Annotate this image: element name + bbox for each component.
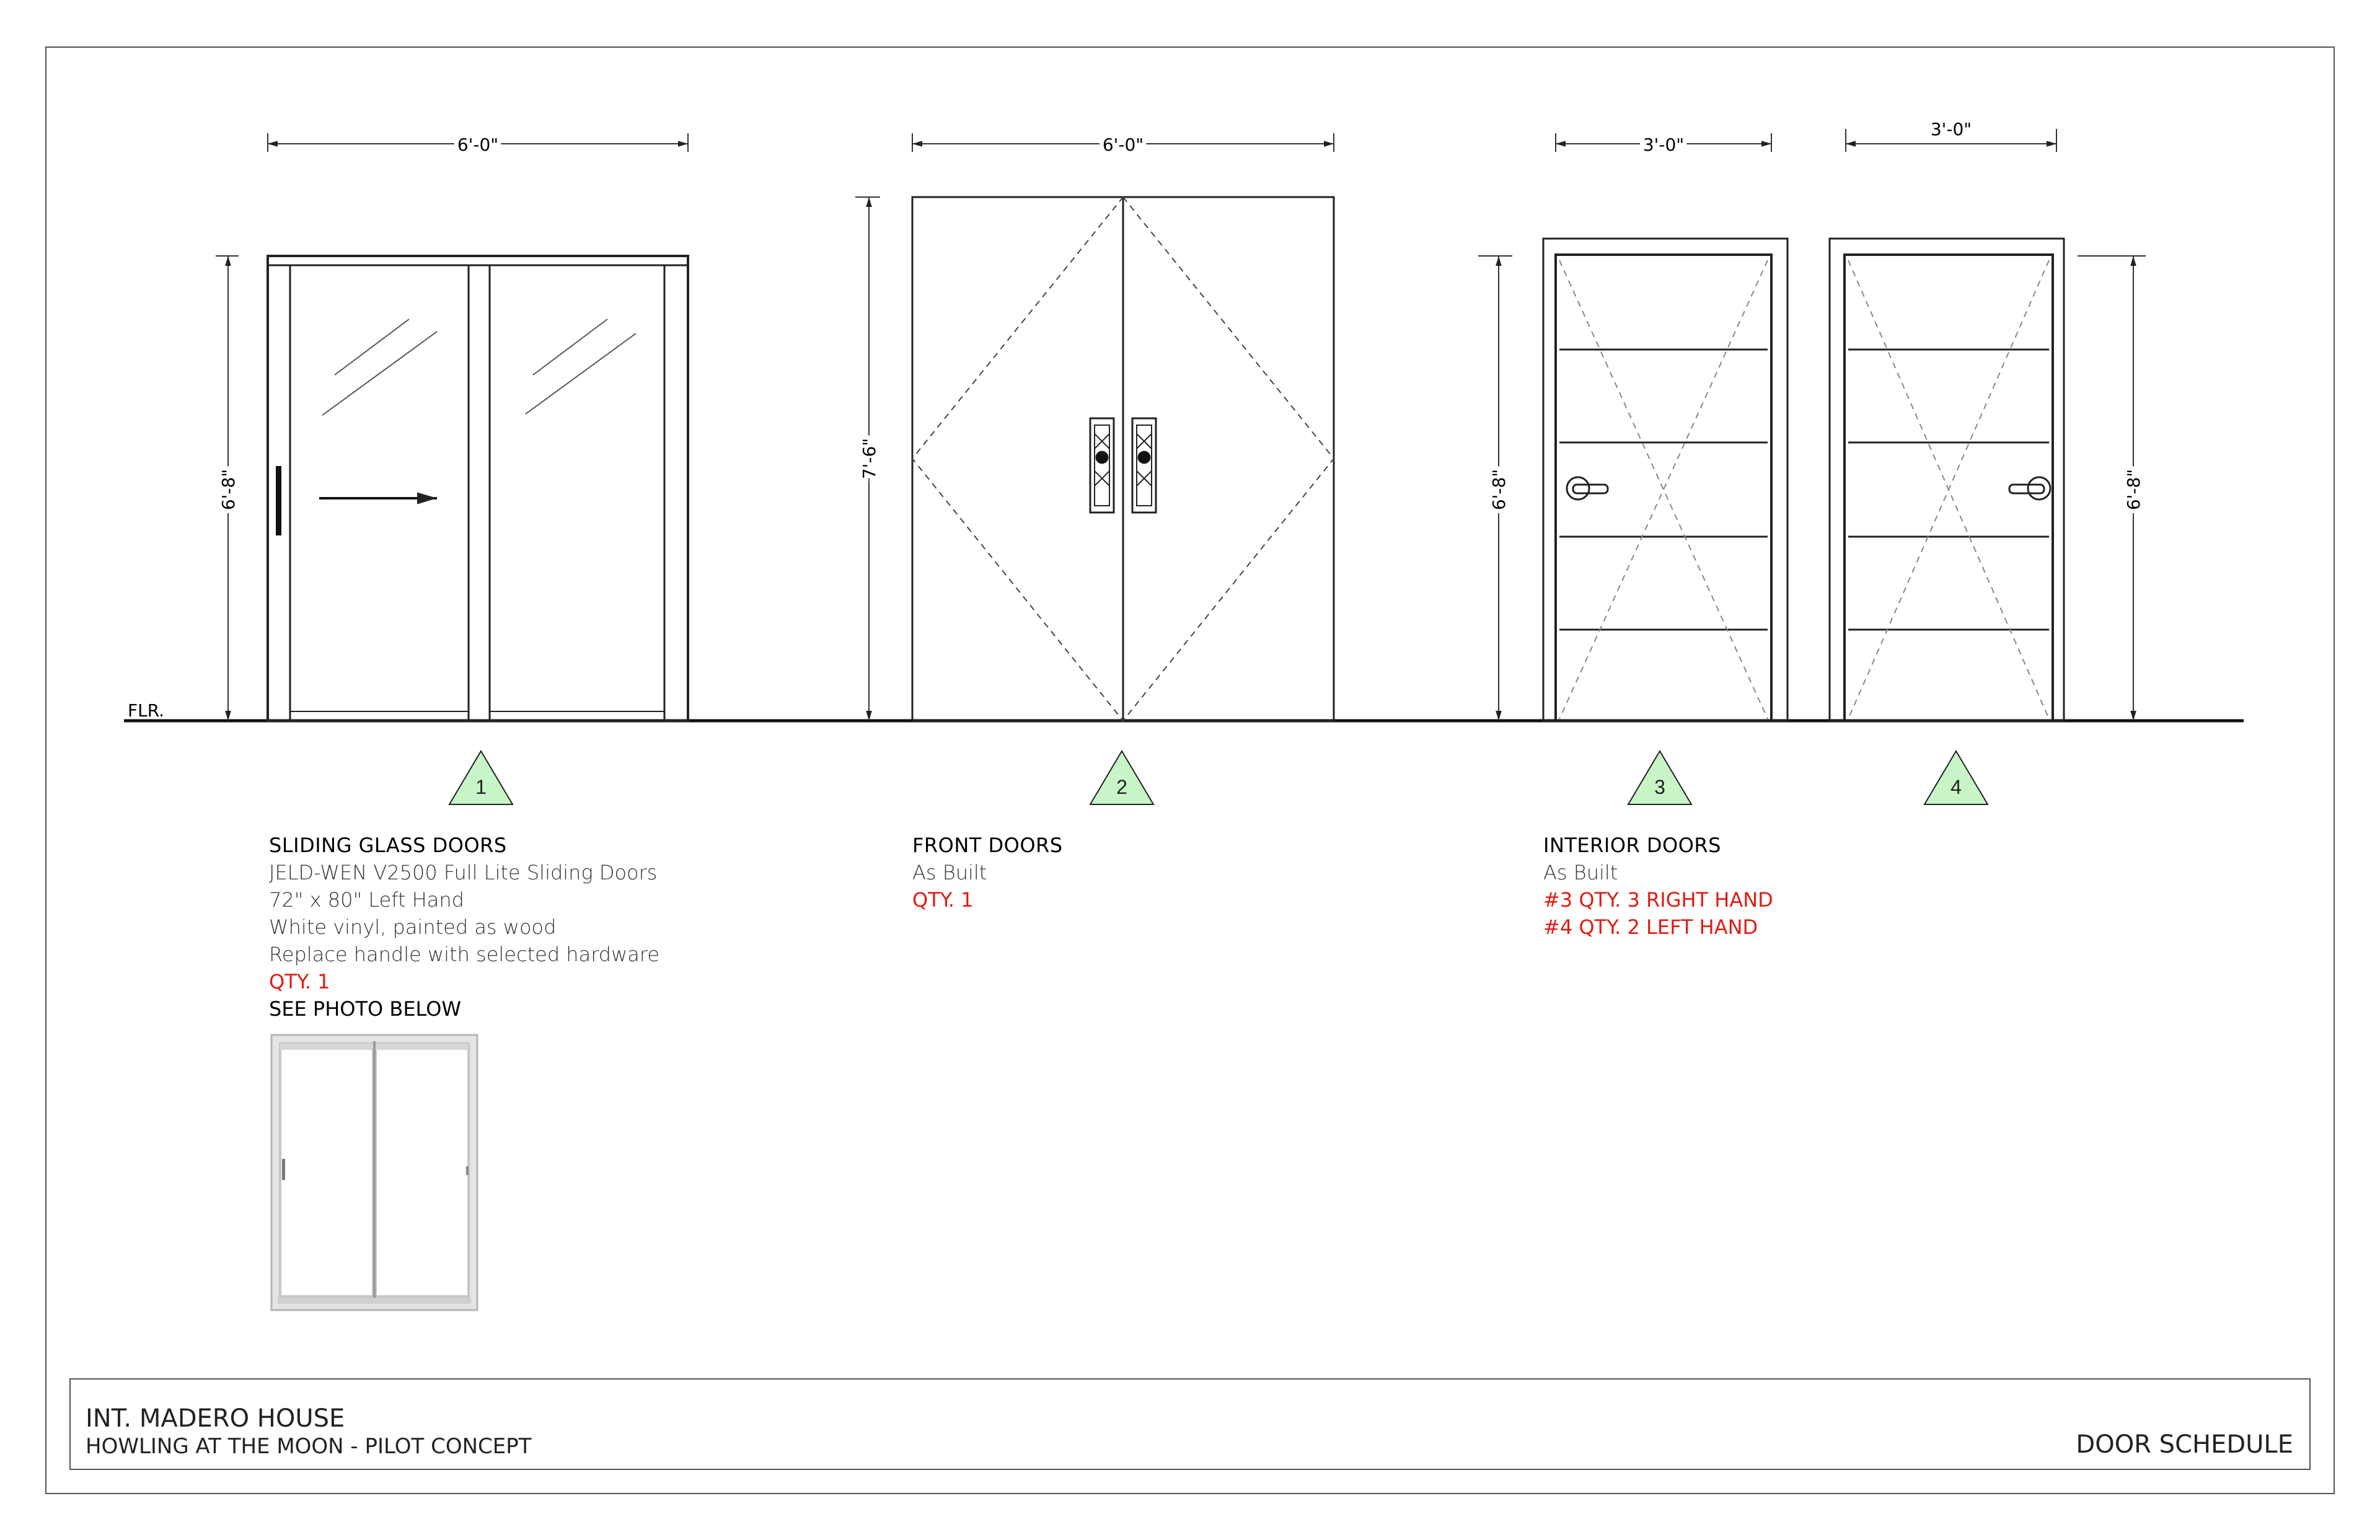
door-1-spec-line: White vinyl, painted as wood xyxy=(269,915,557,939)
door-1-notes xyxy=(269,832,659,1023)
door-tag-3 xyxy=(1628,751,1691,804)
door-2-spec-line: As Built xyxy=(912,861,987,884)
door-1-elevation xyxy=(268,256,688,721)
door-1-qty: QTY. 1 xyxy=(269,970,330,993)
door-2-height-label: 7'-6" xyxy=(859,438,879,480)
door-3-height-label: 6'-8" xyxy=(1489,469,1509,511)
door-1-spec-line: JELD-WEN V2500 Full Lite Sliding Doors xyxy=(269,861,658,884)
door-3-width-label: 3'-0" xyxy=(1642,134,1685,155)
door-2-qty: QTY. 1 xyxy=(912,888,974,912)
door-3-spec-line: As Built xyxy=(1543,861,1618,884)
door-2-notes xyxy=(912,832,1063,913)
svg-text:3: 3 xyxy=(1654,776,1665,798)
floor-label: FLR. xyxy=(128,700,165,721)
lever-handle-icon xyxy=(1567,477,1589,499)
front-door-pull-right xyxy=(1132,418,1156,513)
door-3-notes xyxy=(1543,832,1773,941)
door-1-spec-line: Replace handle with selected hardware xyxy=(269,943,660,966)
door-2-width-label: 6'-0" xyxy=(1102,134,1144,155)
door-3-elevation xyxy=(1543,239,1787,721)
title-block xyxy=(69,1378,2311,1470)
door-tag-4 xyxy=(1924,751,1988,804)
door-2-elevation xyxy=(912,197,1334,721)
sheet-name: DOOR SCHEDULE xyxy=(2076,1430,2293,1459)
door-4-width-label: 3'-0" xyxy=(1930,119,1972,139)
project-name: INT. MADERO HOUSE xyxy=(86,1404,345,1433)
project-subtitle: HOWLING AT THE MOON - PILOT CONCEPT xyxy=(86,1434,532,1459)
door-tag-2 xyxy=(1090,751,1153,804)
door-tag-1 xyxy=(449,751,513,804)
door-4-height-label: 6'-8" xyxy=(2123,469,2144,511)
svg-text:4: 4 xyxy=(1950,776,1962,798)
door-1-height-label: 6'-8" xyxy=(218,469,239,511)
svg-text:1: 1 xyxy=(475,776,487,798)
glass-reflection-left xyxy=(335,319,409,375)
door-3-title: INTERIOR DOORS xyxy=(1543,834,1721,857)
door-4-elevation xyxy=(1830,239,2064,721)
door-1-title: SLIDING GLASS DOORS xyxy=(269,834,507,857)
door-swing-indicator xyxy=(1559,260,1768,719)
sliding-door-handle xyxy=(276,466,281,535)
sliding-door-photo xyxy=(271,1035,477,1310)
door-2-title: FRONT DOORS xyxy=(912,834,1063,857)
glass-reflection-right xyxy=(533,319,607,375)
door-swing-indicator xyxy=(1848,260,2049,719)
door-1-photo-note: SEE PHOTO BELOW xyxy=(269,997,462,1021)
door-4-qty-left-hand: #4 QTY. 2 LEFT HAND xyxy=(1543,915,1758,939)
door-1-spec-line: 72" x 80" Left Hand xyxy=(269,888,464,912)
front-door-pull-left xyxy=(1090,418,1114,513)
lever-handle-icon xyxy=(2028,477,2050,499)
svg-text:2: 2 xyxy=(1116,776,1127,798)
door-1-width-label: 6'-0" xyxy=(457,134,499,155)
door-3-qty-right-hand: #3 QTY. 3 RIGHT HAND xyxy=(1543,888,1773,912)
